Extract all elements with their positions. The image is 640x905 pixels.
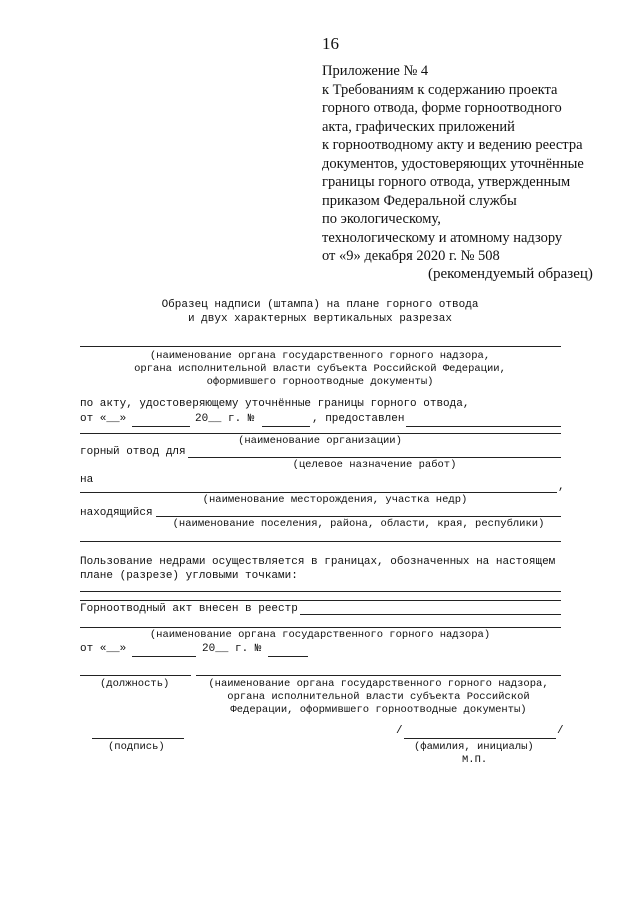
registry-label: Горноотводный акт внесен в реестр	[80, 603, 298, 615]
appendix-line: приказом Федеральной службы	[322, 192, 517, 209]
authority-line	[80, 346, 561, 347]
appendix-line: Приложение № 4	[322, 63, 429, 79]
registry-field	[300, 614, 561, 615]
corner-points-line-1	[80, 591, 561, 592]
purpose-caption: (целевое назначение работ)	[292, 459, 457, 471]
act-granted-field	[406, 426, 561, 427]
authority-caption-line3: оформившего горноотводные документы)	[206, 376, 434, 388]
name-line	[404, 738, 556, 739]
registry-authority-line	[80, 627, 561, 628]
position-caption: (должность)	[100, 678, 170, 690]
act-granted: , предоставлен	[312, 413, 405, 425]
purpose-line	[188, 457, 561, 458]
organization-caption: (наименование организации)	[238, 435, 402, 447]
deposit-caption: (наименование месторождения, участка недр)	[202, 494, 468, 506]
signature-line	[92, 738, 184, 739]
signer-caption-line2: органа исполнительной власти субъекта Российской	[227, 691, 530, 703]
stamp-title-line1: Образец надписи (штампа) на плане горного отвода	[161, 299, 479, 311]
registry-caption: (наименование органа государственного горного надзора)	[149, 629, 491, 641]
registry-number-field	[268, 656, 308, 657]
deposit-line	[80, 492, 557, 493]
appendix-line: от «9» декабря 2020 г. № 508	[322, 248, 500, 264]
name-slash-close: /	[557, 725, 564, 737]
signature-caption: (подпись)	[108, 741, 165, 753]
location-line	[156, 516, 561, 517]
signer-authority-line	[196, 675, 561, 676]
authority-caption-line1: (наименование органа государственного горного надзора,	[149, 350, 491, 362]
registry-date-field	[132, 656, 196, 657]
deposit-comma: ,	[558, 481, 565, 493]
act-year-number: 20__ г. №	[195, 413, 255, 425]
usage-line2: плане (разрезе) угловыми точками:	[80, 570, 298, 582]
act-number-field	[262, 426, 310, 427]
name-slash-open: /	[396, 725, 403, 737]
on-label: на	[80, 474, 94, 486]
appendix-line: акта, графических приложений	[322, 118, 515, 135]
appendix-line: к горноотводному акту и ведению реестра	[322, 137, 583, 153]
corner-points-line-2	[80, 600, 561, 601]
appendix-line: горного отвода, форме горноотводного	[322, 100, 562, 116]
name-caption: (фамилия, инициалы)	[414, 741, 534, 753]
act-line1: по акту, удостоверяющему уточнённые границы горного отвода,	[80, 398, 470, 410]
seal-label: М.П.	[462, 754, 488, 766]
usage-line1: Пользование недрами осуществляется в границах, обозначенных на настоящем	[80, 556, 556, 568]
location-line-2	[80, 541, 561, 542]
appendix-line: технологическому и атомному надзору	[322, 229, 563, 246]
page-number: 16	[322, 34, 339, 53]
mining-allotment-label: горный отвод для	[80, 446, 186, 458]
registry-year-number: 20__ г. №	[202, 643, 262, 655]
appendix-line: по экологическому,	[322, 211, 441, 227]
position-line	[80, 675, 191, 676]
organization-line	[80, 433, 561, 434]
registry-from: от «__»	[80, 643, 127, 655]
signer-caption-line3: Федерации, оформившего горноотводные документы)	[230, 704, 527, 716]
appendix-line: к Требованиям к содержанию проекта	[322, 81, 558, 98]
authority-caption-line2: органа исполнительной власти субъекта Российской Федерации,	[134, 363, 506, 375]
stamp-title-line2: и двух характерных вертикальных разрезах	[187, 313, 453, 325]
appendix-line: документов, удостоверяющих уточнённые	[322, 155, 584, 172]
appendix-line: границы горного отвода, утвержденным	[322, 174, 571, 190]
act-date-field	[132, 426, 190, 427]
location-caption: (наименование поселения, района, области, края, республики)	[172, 518, 545, 530]
act-from: от «__»	[80, 413, 127, 425]
recommended-sample-label: (рекомендуемый образец)	[428, 266, 593, 282]
appendix-header	[322, 62, 622, 266]
signer-caption-line1: (наименование органа государственного горного надзора,	[208, 678, 549, 690]
located-label: находящийся	[80, 507, 153, 519]
